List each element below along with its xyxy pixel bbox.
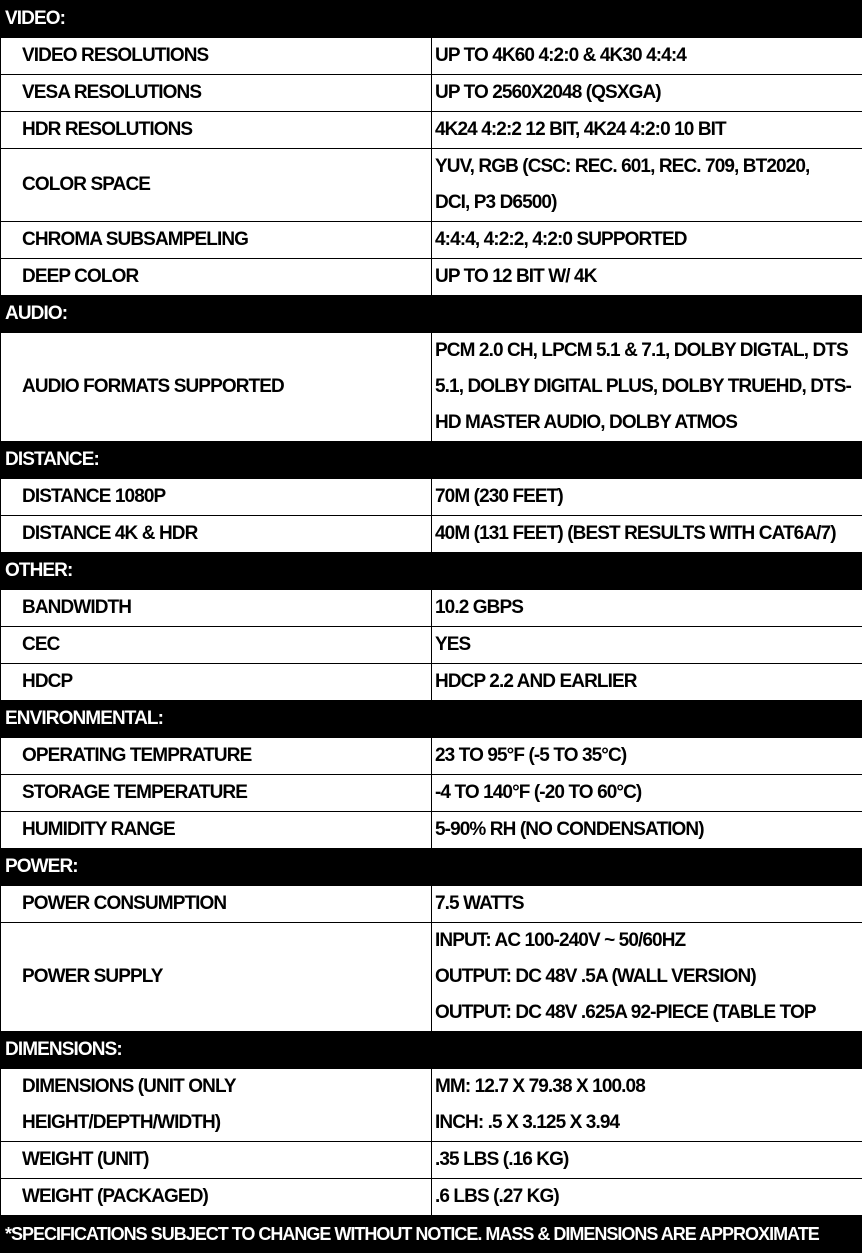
spec-row (1, 259, 862, 296)
spec-value-line: OUTPUT: DC 48V .625A 92-PIECE (TABLE TOP (435, 995, 816, 1031)
spec-value-line: HDCP 2.2 AND EARLIER (435, 664, 637, 700)
spec-label (1, 38, 432, 75)
spec-value-line: YUV, RGB (CSC: REC. 601, REC. 709, BT2020, (435, 149, 809, 185)
section-header-row (1, 849, 862, 886)
spec-label (1, 479, 432, 516)
spec-label-line: POWER CONSUMPTION (22, 886, 226, 922)
spec-value-line: MM: 12.7 X 79.38 X 100.08 (435, 1069, 645, 1105)
spec-row (1, 333, 862, 442)
section-title: OTHER: (1, 553, 862, 590)
spec-label-line: DISTANCE 1080P (22, 479, 165, 515)
spec-value (432, 479, 862, 516)
spec-row (1, 516, 862, 553)
section-title: DISTANCE: (1, 442, 862, 479)
footer-text: *SPECIFICATIONS SUBJECT TO CHANGE WITHOUT NOTICE. MASS & DIMENSIONS ARE APPROXIMATE (5, 1216, 819, 1252)
spec-label-line: STORAGE TEMPERATURE (22, 775, 247, 811)
spec-value-line: 7.5 WATTS (435, 886, 524, 922)
spec-label (1, 1179, 432, 1216)
spec-value (432, 812, 862, 849)
spec-row (1, 627, 862, 664)
spec-label-line: OPERATING TEMPRATURE (22, 738, 251, 774)
section-header-row (1, 553, 862, 590)
spec-row (1, 775, 862, 812)
spec-value-line: YES (435, 627, 470, 663)
spec-label-line: HEIGHT/DEPTH/WIDTH) (22, 1105, 220, 1141)
spec-value (432, 1069, 862, 1142)
spec-row (1, 1142, 862, 1179)
spec-label (1, 75, 432, 112)
footer-row (1, 1216, 862, 1253)
spec-value-line: HD MASTER AUDIO, DOLBY ATMOS (435, 405, 737, 441)
spec-value (432, 775, 862, 812)
spec-row (1, 886, 862, 923)
spec-value (432, 75, 862, 112)
section-title: ENVIRONMENTAL: (1, 701, 862, 738)
spec-label (1, 590, 432, 627)
spec-value-line: 40M (131 FEET) (BEST RESULTS WITH CAT6A/7) (435, 516, 836, 552)
spec-label (1, 627, 432, 664)
section-title: VIDEO: (1, 1, 862, 38)
section-title: POWER: (1, 849, 862, 886)
spec-value-line: UP TO 4K60 4:2:0 & 4K30 4:4:4 (435, 38, 686, 74)
spec-label-line: HDR RESOLUTIONS (22, 112, 192, 148)
spec-row (1, 479, 862, 516)
spec-label-line: CEC (22, 627, 59, 663)
section-title: DIMENSIONS: (1, 1032, 862, 1069)
spec-value-line: .6 LBS (.27 KG) (435, 1179, 559, 1215)
spec-label (1, 516, 432, 553)
spec-row (1, 664, 862, 701)
spec-row (1, 112, 862, 149)
spec-value (432, 923, 862, 1032)
spec-label (1, 149, 432, 222)
footer-note (1, 1216, 862, 1253)
spec-label-line: COLOR SPACE (22, 167, 150, 203)
spec-value (432, 886, 862, 923)
spec-value (432, 590, 862, 627)
spec-value-line: 4K24 4:2:2 12 BIT, 4K24 4:2:0 10 BIT (435, 112, 726, 148)
spec-value-line: UP TO 12 BIT W/ 4K (435, 259, 597, 295)
spec-label (1, 259, 432, 296)
spec-label (1, 923, 432, 1032)
spec-row (1, 812, 862, 849)
spec-value (432, 333, 862, 442)
spec-label (1, 112, 432, 149)
spec-label (1, 1069, 432, 1142)
spec-label-line: VIDEO RESOLUTIONS (22, 38, 208, 74)
spec-label (1, 738, 432, 775)
spec-value (432, 664, 862, 701)
spec-label (1, 886, 432, 923)
spec-label-line: DIMENSIONS (UNIT ONLY (22, 1069, 236, 1105)
spec-label-line: AUDIO FORMATS SUPPORTED (22, 369, 284, 405)
spec-value-line: -4 TO 140°F (-20 TO 60°C) (435, 775, 641, 811)
spec-label (1, 333, 432, 442)
spec-label (1, 775, 432, 812)
spec-value-line: 5-90% RH (NO CONDENSATION) (435, 812, 704, 848)
spec-label-line: VESA RESOLUTIONS (22, 75, 201, 111)
spec-value (432, 149, 862, 222)
section-header-row (1, 1032, 862, 1069)
spec-row (1, 222, 862, 259)
spec-label (1, 812, 432, 849)
spec-value (432, 112, 862, 149)
spec-value-line: 10.2 GBPS (435, 590, 523, 626)
spec-value (432, 738, 862, 775)
section-header-row (1, 701, 862, 738)
spec-value-line: INCH: .5 X 3.125 X 3.94 (435, 1105, 619, 1141)
spec-label-line: POWER SUPPLY (22, 959, 163, 995)
spec-value-line: 70M (230 FEET) (435, 479, 563, 515)
spec-label-line: HUMIDITY RANGE (22, 812, 175, 848)
spec-value-line: 5.1, DOLBY DIGITAL PLUS, DOLBY TRUEHD, DTS- (435, 369, 851, 405)
spec-row (1, 75, 862, 112)
spec-row (1, 590, 862, 627)
spec-row (1, 923, 862, 1032)
spec-value-line: DCI, P3 D6500) (435, 185, 557, 221)
spec-row (1, 1069, 862, 1142)
section-header-row (1, 296, 862, 333)
spec-value (432, 627, 862, 664)
spec-label-line: HDCP (22, 664, 72, 700)
spec-value (432, 1179, 862, 1216)
spec-value-line: INPUT: AC 100-240V ~ 50/60HZ (435, 923, 685, 959)
spec-label (1, 1142, 432, 1179)
spec-label (1, 664, 432, 701)
section-header-row (1, 442, 862, 479)
spec-value (432, 1142, 862, 1179)
spec-row (1, 149, 862, 222)
spec-value-line: .35 LBS (.16 KG) (435, 1142, 568, 1178)
spec-label-line: WEIGHT (PACKAGED) (22, 1179, 208, 1215)
spec-label-line: WEIGHT (UNIT) (22, 1142, 149, 1178)
spec-row (1, 738, 862, 775)
spec-value-line: OUTPUT: DC 48V .5A (WALL VERSION) (435, 959, 756, 995)
spec-label-line: DEEP COLOR (22, 259, 138, 295)
spec-label-line: CHROMA SUBSAMPELING (22, 222, 248, 258)
spec-label-line: BANDWIDTH (22, 590, 131, 626)
spec-value-line: UP TO 2560X2048 (QSXGA) (435, 75, 661, 111)
spec-value (432, 516, 862, 553)
spec-row (1, 38, 862, 75)
section-header-row (1, 1, 862, 38)
spec-value-line: PCM 2.0 CH, LPCM 5.1 & 7.1, DOLBY DIGTAL, DTS (435, 333, 848, 369)
spec-value-line: 4:4:4, 4:2:2, 4:2:0 SUPPORTED (435, 222, 687, 258)
spec-value (432, 259, 862, 296)
spec-value (432, 38, 862, 75)
section-title: AUDIO: (1, 296, 862, 333)
spec-label (1, 222, 432, 259)
spec-value-line: 23 TO 95°F (-5 TO 35°C) (435, 738, 626, 774)
spec-value (432, 222, 862, 259)
spec-table-body (1, 1, 862, 1216)
spec-row (1, 1179, 862, 1216)
spec-label-line: DISTANCE 4K & HDR (22, 516, 197, 552)
